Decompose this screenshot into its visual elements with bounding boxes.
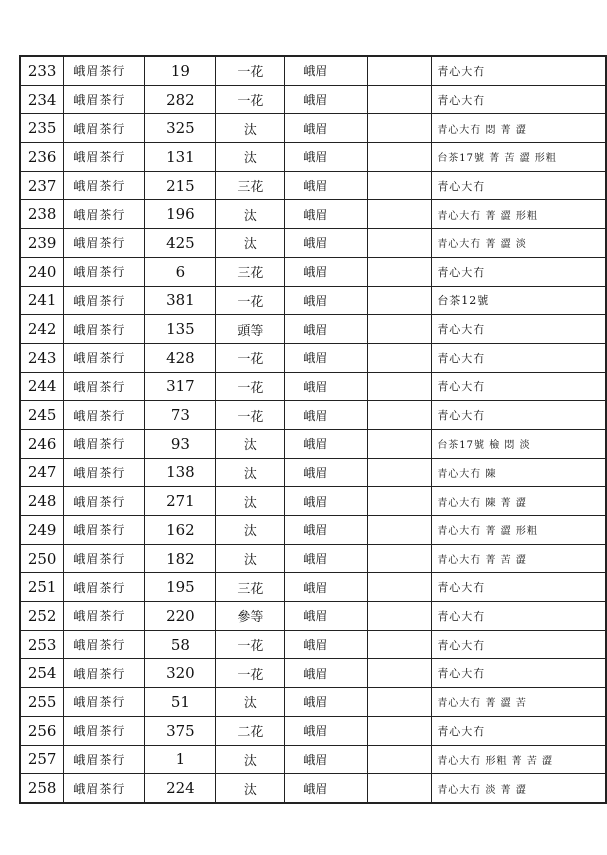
grade-cell: 一花 [216,286,285,315]
empty-cell-cell [368,257,432,286]
quantity-cell: 215 [145,171,216,200]
shop-name-cell: 峨眉茶行 [64,171,145,200]
grade-cell: 汰 [216,114,285,143]
remarks-cell: 青心大冇 [432,573,606,602]
quantity-cell: 51 [145,688,216,717]
table-row [20,544,606,573]
quantity-cell: 58 [145,630,216,659]
quantity-cell: 425 [145,229,216,258]
origin-cell: 峨眉 [285,544,368,573]
quantity-cell: 131 [145,143,216,172]
origin-cell: 峨眉 [285,257,368,286]
table-row [20,487,606,516]
table-row [20,114,606,143]
table-row [20,143,606,172]
grade-cell: 汰 [216,429,285,458]
remarks-cell: 青心大冇 菁 澀 形粗 [432,200,606,229]
empty-cell-cell [368,343,432,372]
table-row [20,745,606,774]
shop-name-cell: 峨眉茶行 [64,774,145,803]
empty-cell-cell [368,602,432,631]
table-row [20,401,606,430]
shop-name-cell: 峨眉茶行 [64,343,145,372]
remarks-cell: 青心大冇 [432,372,606,401]
grade-cell: 一花 [216,401,285,430]
row-number-cell: 235 [20,114,64,143]
grade-cell: 三花 [216,257,285,286]
row-number-cell: 242 [20,315,64,344]
remarks-cell: 青心大冇 淡 菁 澀 [432,774,606,803]
grade-cell: 汰 [216,458,285,487]
row-number-cell: 233 [20,56,64,85]
empty-cell-cell [368,56,432,85]
quantity-cell: 135 [145,315,216,344]
table-row [20,229,606,258]
shop-name-cell: 峨眉茶行 [64,372,145,401]
row-number-cell: 254 [20,659,64,688]
row-number-cell: 243 [20,343,64,372]
table-row [20,688,606,717]
grade-cell: 三花 [216,171,285,200]
shop-name-cell: 峨眉茶行 [64,143,145,172]
origin-cell: 峨眉 [285,200,368,229]
table-row [20,429,606,458]
shop-name-cell: 峨眉茶行 [64,114,145,143]
shop-name-cell: 峨眉茶行 [64,544,145,573]
origin-cell: 峨眉 [285,229,368,258]
quantity-cell: 19 [145,56,216,85]
table-row [20,774,606,803]
empty-cell-cell [368,372,432,401]
row-number-cell: 247 [20,458,64,487]
empty-cell-cell [368,573,432,602]
remarks-cell: 青心大冇 菁 苦 澀 [432,544,606,573]
row-number-cell: 234 [20,85,64,114]
empty-cell-cell [368,774,432,803]
quantity-cell: 224 [145,774,216,803]
origin-cell: 峨眉 [285,143,368,172]
origin-cell: 峨眉 [285,114,368,143]
grade-cell: 汰 [216,200,285,229]
shop-name-cell: 峨眉茶行 [64,573,145,602]
quantity-cell: 325 [145,114,216,143]
grade-cell: 二花 [216,716,285,745]
remarks-cell: 青心大冇 [432,659,606,688]
shop-name-cell: 峨眉茶行 [64,401,145,430]
row-number-cell: 251 [20,573,64,602]
table-row [20,171,606,200]
remarks-cell: 青心大冇 [432,343,606,372]
origin-cell: 峨眉 [285,429,368,458]
remarks-cell: 青心大冇 陳 [432,458,606,487]
quantity-cell: 381 [145,286,216,315]
remarks-cell: 青心大冇 [432,56,606,85]
origin-cell: 峨眉 [285,315,368,344]
row-number-cell: 257 [20,745,64,774]
origin-cell: 峨眉 [285,401,368,430]
shop-name-cell: 峨眉茶行 [64,630,145,659]
shop-name-cell: 峨眉茶行 [64,200,145,229]
quantity-cell: 282 [145,85,216,114]
quantity-cell: 375 [145,716,216,745]
empty-cell-cell [368,429,432,458]
remarks-cell: 青心大冇 [432,171,606,200]
row-number-cell: 236 [20,143,64,172]
remarks-cell: 青心大冇 [432,602,606,631]
row-number-cell: 256 [20,716,64,745]
origin-cell: 峨眉 [285,745,368,774]
quantity-cell: 182 [145,544,216,573]
origin-cell: 峨眉 [285,487,368,516]
quantity-cell: 1 [145,745,216,774]
table-row [20,573,606,602]
shop-name-cell: 峨眉茶行 [64,315,145,344]
shop-name-cell: 峨眉茶行 [64,487,145,516]
row-number-cell: 248 [20,487,64,516]
remarks-cell: 青心大冇 [432,716,606,745]
empty-cell-cell [368,659,432,688]
shop-name-cell: 峨眉茶行 [64,745,145,774]
origin-cell: 峨眉 [285,372,368,401]
row-number-cell: 255 [20,688,64,717]
table-row [20,286,606,315]
grade-cell: 汰 [216,688,285,717]
empty-cell-cell [368,544,432,573]
quantity-cell: 93 [145,429,216,458]
quantity-cell: 195 [145,573,216,602]
remarks-cell: 台茶12號 [432,286,606,315]
row-number-cell: 249 [20,516,64,545]
tea-grading-table [19,55,607,804]
empty-cell-cell [368,487,432,516]
empty-cell-cell [368,401,432,430]
quantity-cell: 162 [145,516,216,545]
row-number-cell: 244 [20,372,64,401]
row-number-cell: 245 [20,401,64,430]
remarks-cell: 青心大冇 [432,315,606,344]
shop-name-cell: 峨眉茶行 [64,286,145,315]
table-row [20,458,606,487]
origin-cell: 峨眉 [285,716,368,745]
empty-cell-cell [368,315,432,344]
table-row [20,630,606,659]
grade-cell: 頭等 [216,315,285,344]
origin-cell: 峨眉 [285,573,368,602]
row-number-cell: 252 [20,602,64,631]
remarks-cell: 青心大冇 [432,401,606,430]
empty-cell-cell [368,716,432,745]
quantity-cell: 6 [145,257,216,286]
quantity-cell: 317 [145,372,216,401]
remarks-cell: 台茶17號 檢 悶 淡 [432,429,606,458]
remarks-cell: 青心大冇 悶 菁 澀 [432,114,606,143]
grade-cell: 一花 [216,659,285,688]
quantity-cell: 73 [145,401,216,430]
grade-cell: 汰 [216,143,285,172]
empty-cell-cell [368,630,432,659]
empty-cell-cell [368,688,432,717]
grade-cell: 汰 [216,774,285,803]
origin-cell: 峨眉 [285,85,368,114]
origin-cell: 峨眉 [285,630,368,659]
shop-name-cell: 峨眉茶行 [64,56,145,85]
shop-name-cell: 峨眉茶行 [64,257,145,286]
remarks-cell: 青心大冇 菁 澀 形粗 [432,516,606,545]
shop-name-cell: 峨眉茶行 [64,85,145,114]
table-row [20,200,606,229]
row-number-cell: 237 [20,171,64,200]
origin-cell: 峨眉 [285,688,368,717]
shop-name-cell: 峨眉茶行 [64,458,145,487]
table-row [20,516,606,545]
table-row [20,56,606,85]
quantity-cell: 220 [145,602,216,631]
shop-name-cell: 峨眉茶行 [64,716,145,745]
empty-cell-cell [368,458,432,487]
grade-cell: 三花 [216,573,285,602]
table-body [20,56,606,803]
quantity-cell: 196 [145,200,216,229]
remarks-cell: 青心大冇 [432,630,606,659]
grade-cell: 一花 [216,630,285,659]
origin-cell: 峨眉 [285,56,368,85]
origin-cell: 峨眉 [285,343,368,372]
grade-cell: 汰 [216,745,285,774]
origin-cell: 峨眉 [285,774,368,803]
row-number-cell: 240 [20,257,64,286]
remarks-cell: 青心大冇 陳 菁 澀 [432,487,606,516]
quantity-cell: 138 [145,458,216,487]
shop-name-cell: 峨眉茶行 [64,429,145,458]
table-row [20,315,606,344]
row-number-cell: 238 [20,200,64,229]
quantity-cell: 428 [145,343,216,372]
row-number-cell: 246 [20,429,64,458]
shop-name-cell: 峨眉茶行 [64,229,145,258]
grade-cell: 汰 [216,544,285,573]
remarks-cell: 青心大冇 [432,257,606,286]
remarks-cell: 青心大冇 菁 澀 苦 [432,688,606,717]
row-number-cell: 258 [20,774,64,803]
shop-name-cell: 峨眉茶行 [64,602,145,631]
row-number-cell: 253 [20,630,64,659]
quantity-cell: 271 [145,487,216,516]
empty-cell-cell [368,171,432,200]
empty-cell-cell [368,114,432,143]
table-row [20,659,606,688]
grade-cell: 一花 [216,56,285,85]
empty-cell-cell [368,286,432,315]
grade-cell: 一花 [216,372,285,401]
table-row [20,716,606,745]
table-row [20,85,606,114]
grade-cell: 汰 [216,516,285,545]
empty-cell-cell [368,229,432,258]
empty-cell-cell [368,85,432,114]
table-row [20,602,606,631]
shop-name-cell: 峨眉茶行 [64,516,145,545]
remarks-cell: 青心大冇 [432,85,606,114]
empty-cell-cell [368,516,432,545]
table-row [20,257,606,286]
shop-name-cell: 峨眉茶行 [64,659,145,688]
origin-cell: 峨眉 [285,286,368,315]
empty-cell-cell [368,143,432,172]
origin-cell: 峨眉 [285,171,368,200]
quantity-cell: 320 [145,659,216,688]
row-number-cell: 241 [20,286,64,315]
row-number-cell: 239 [20,229,64,258]
remarks-cell: 台茶17號 菁 苦 澀 形粗 [432,143,606,172]
empty-cell-cell [368,745,432,774]
table-row [20,372,606,401]
table-row [20,343,606,372]
origin-cell: 峨眉 [285,602,368,631]
remarks-cell: 青心大冇 形粗 菁 苦 澀 [432,745,606,774]
grade-cell: 參等 [216,602,285,631]
grade-cell: 一花 [216,343,285,372]
grade-cell: 一花 [216,85,285,114]
empty-cell-cell [368,200,432,229]
grade-cell: 汰 [216,487,285,516]
shop-name-cell: 峨眉茶行 [64,688,145,717]
row-number-cell: 250 [20,544,64,573]
remarks-cell: 青心大冇 菁 澀 淡 [432,229,606,258]
grade-cell: 汰 [216,229,285,258]
origin-cell: 峨眉 [285,458,368,487]
origin-cell: 峨眉 [285,516,368,545]
origin-cell: 峨眉 [285,659,368,688]
